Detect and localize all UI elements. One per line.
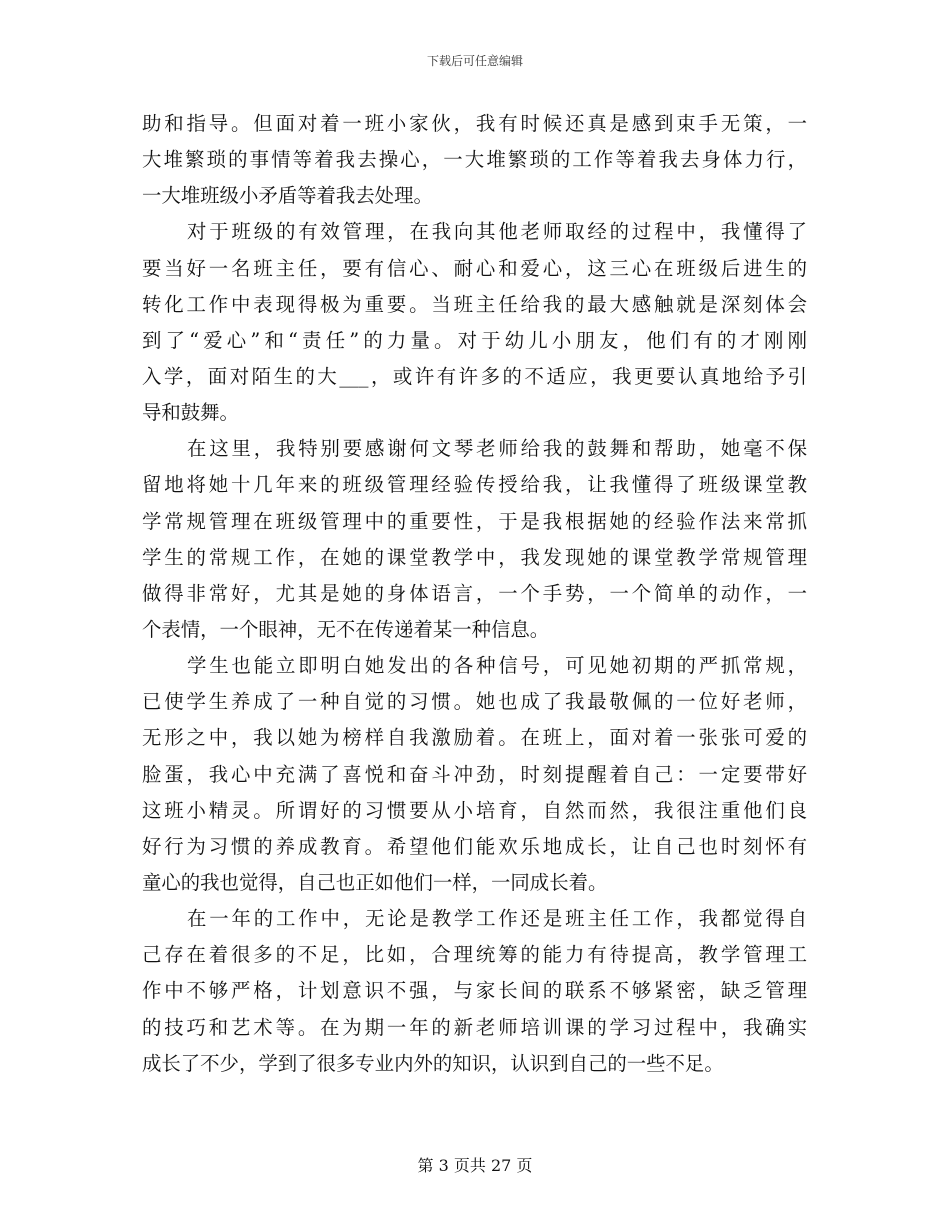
text-line: 入学，面对陌生的大___，或许有许多的不适应，我更要认真地给予引 — [142, 364, 807, 388]
text-line: 好行为习惯的养成教育。希望他们能欢乐地成长，让自己也时刻怀有 — [142, 834, 807, 858]
text-line: 无形之中，我以她为榜样自我激励着。在班上，面对着一张张可爱的 — [142, 726, 807, 750]
text-line: 己存在着很多的不足，比如，合理统筹的能力有待提高，教学管理工 — [142, 943, 807, 967]
text-line: 已使学生养成了一种自觉的习惯。她也成了我最敬佩的一位好老师， — [142, 690, 807, 714]
text-line: 脸蛋，我心中充满了喜悦和奋斗冲劲，时刻提醒着自己：一定要带好 — [142, 762, 807, 786]
text-line: 个表情，一个眼神，无不在传递着某一种信息。 — [142, 617, 550, 641]
text-line: 的技巧和艺术等。在为期一年的新老师培训课的学习过程中，我确实 — [142, 1015, 807, 1039]
text-line: 要当好一名班主任，要有信心、耐心和爱心，这三心在班级后进生的 — [142, 256, 807, 280]
text-line: 学生的常规工作，在她的课堂教学中，我发现她的课堂教学常规管理 — [142, 545, 807, 569]
text-line: 学生也能立即明白她发出的各种信号，可见她初期的严抓常规， — [187, 654, 807, 678]
text-line: 在一年的工作中，无论是教学工作还是班主任工作，我都觉得自 — [187, 907, 807, 931]
text-line: 一大堆班级小矛盾等着我去处理。 — [142, 184, 433, 208]
text-line: 做得非常好，尤其是她的身体语言，一个手势，一个简单的动作，一 — [142, 581, 807, 605]
text-line: 留地将她十几年来的班级管理经验传授给我，让我懂得了班级课堂教 — [142, 473, 807, 497]
text-line: 作中不够严格，计划意识不强，与家长间的联系不够紧密，缺乏管理 — [142, 979, 807, 1003]
text-line: 童心的我也觉得，自己也正如他们一样，一同成长着。 — [142, 870, 608, 894]
page-header: 下载后可任意编辑 — [426, 54, 523, 68]
text-line: 在这里，我特别要感谢何文琴老师给我的鼓舞和帮助，她毫不保 — [187, 437, 807, 461]
text-line: 助和指导。但面对着一班小家伙，我有时候还真是感到束手无策，一 — [142, 112, 807, 135]
page-number: 第 3 页共 27 页 — [417, 1156, 533, 1175]
text-line: 对于班级的有效管理，在我向其他老师取经的过程中，我懂得了 — [187, 220, 807, 244]
text-line: 大堆繁琐的事情等着我去操心，一大堆繁琐的工作等着我去身体力行， — [142, 148, 807, 172]
text-line: 这班小精灵。所谓好的习惯要从小培育，自然而然，我很注重他们良 — [142, 798, 807, 822]
text-line: 学常规管理在班级管理中的重要性，于是我根据她的经验作法来常抓 — [142, 509, 807, 533]
text-line: 转化工作中表现得极为重要。当班主任给我的最大感触就是深刻体会 — [142, 292, 807, 316]
text-line: 导和鼓舞。 — [142, 401, 239, 425]
text-line: 成长了不少，学到了很多专业内外的知识，认识到自己的一些不足。 — [142, 1051, 724, 1075]
document-body — [142, 106, 807, 1082]
text-line: 到了“爱心”和“责任”的力量。对于幼儿小朋友，他们有的才刚刚 — [142, 328, 807, 352]
